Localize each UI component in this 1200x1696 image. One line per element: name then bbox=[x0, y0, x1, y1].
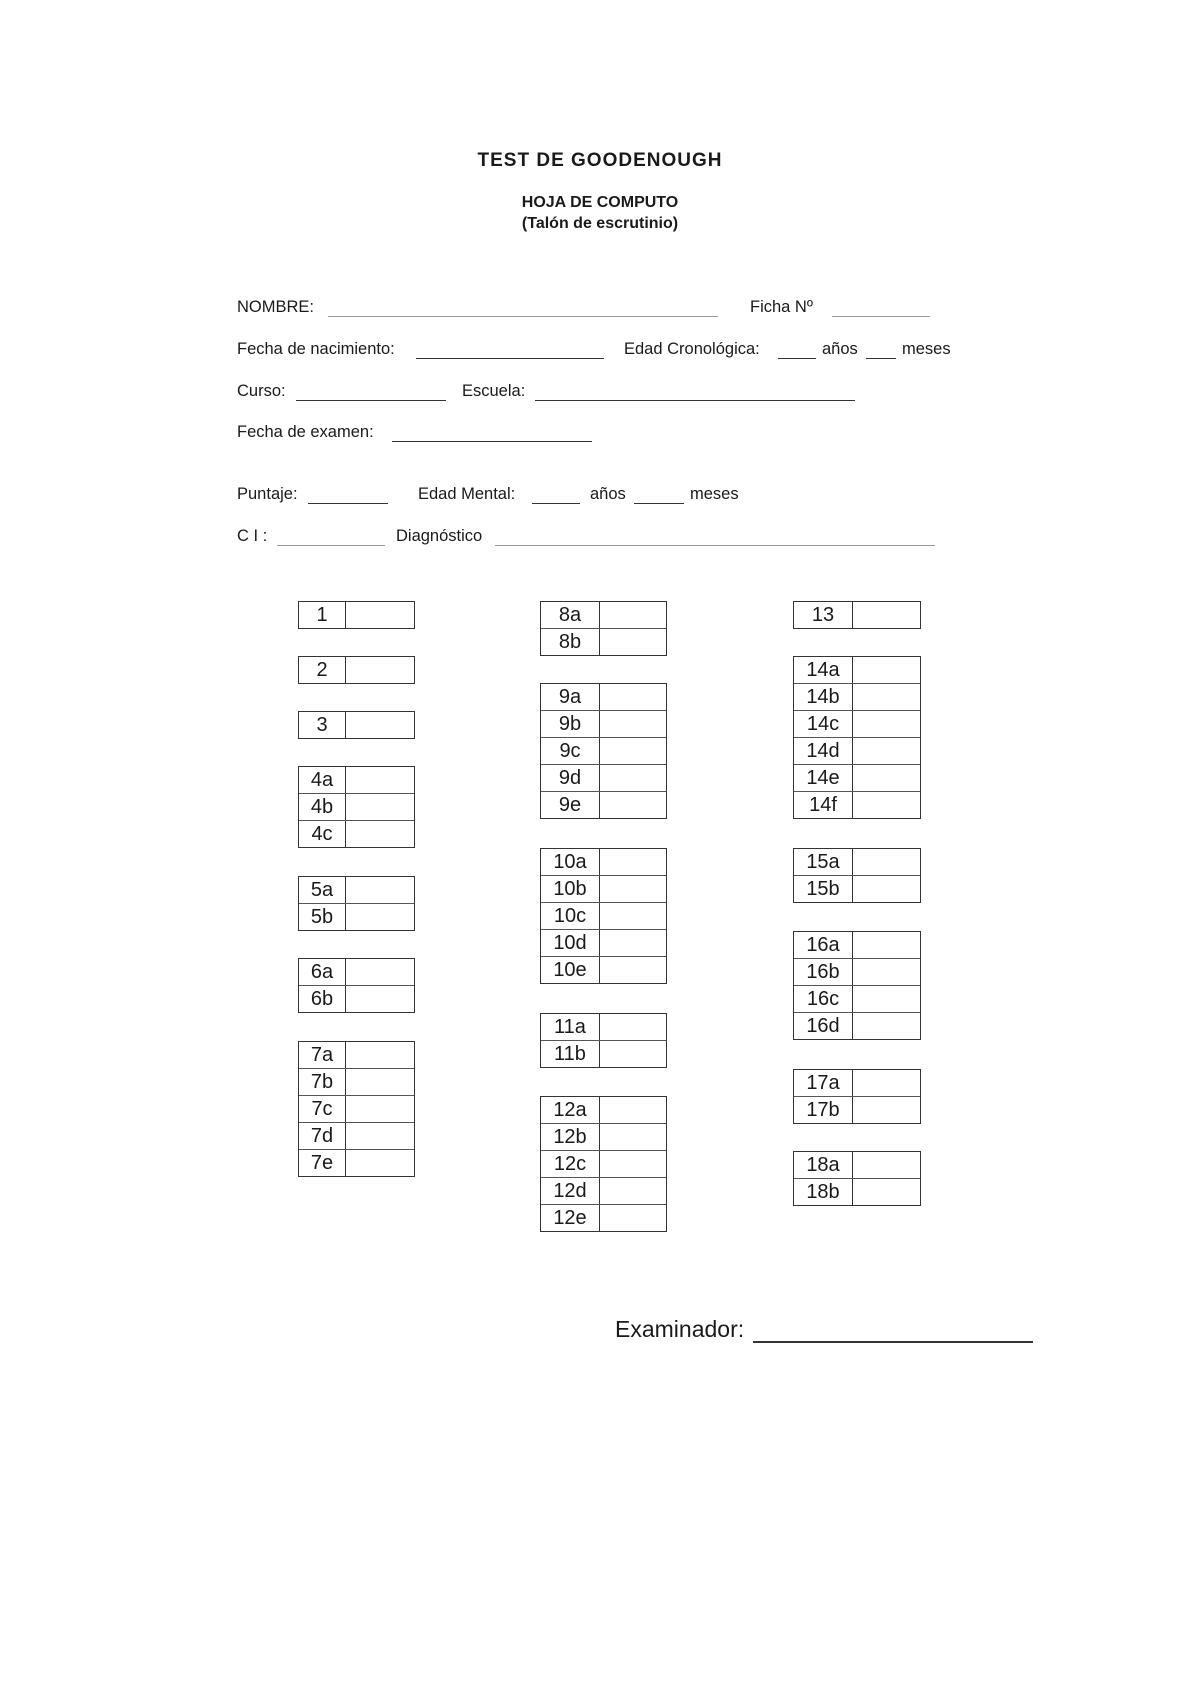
item-row bbox=[794, 849, 920, 875]
item-row bbox=[794, 958, 920, 985]
item-row bbox=[794, 932, 920, 958]
item-row bbox=[299, 767, 414, 793]
item-row bbox=[299, 959, 414, 985]
page-title: TEST DE GOODENOUGH bbox=[477, 150, 723, 171]
item-code: 4a bbox=[299, 767, 346, 793]
item-code: 6b bbox=[299, 986, 346, 1012]
item-score-cell[interactable] bbox=[853, 711, 920, 737]
item-score-cell[interactable] bbox=[600, 1097, 666, 1123]
item-row bbox=[299, 903, 414, 930]
item-code: 4b bbox=[299, 794, 346, 820]
item-code: 14d bbox=[794, 738, 853, 764]
item-code: 10e bbox=[541, 957, 600, 983]
item-code: 6a bbox=[299, 959, 346, 985]
item-row bbox=[794, 1178, 920, 1205]
item-score-cell[interactable] bbox=[853, 1097, 920, 1123]
meses-label: meses bbox=[902, 340, 951, 358]
item-score-cell[interactable] bbox=[346, 904, 414, 930]
item-group bbox=[540, 848, 667, 984]
item-code: 14b bbox=[794, 684, 853, 710]
item-row bbox=[794, 1070, 920, 1096]
item-code: 4c bbox=[299, 821, 346, 847]
item-group bbox=[298, 766, 415, 848]
item-code: 5a bbox=[299, 877, 346, 903]
item-row bbox=[541, 1014, 666, 1040]
item-row bbox=[794, 710, 920, 737]
item-score-cell[interactable] bbox=[346, 712, 414, 738]
item-score-cell[interactable] bbox=[853, 738, 920, 764]
item-row bbox=[299, 1042, 414, 1068]
item-code: 10a bbox=[541, 849, 600, 875]
ci-label: C I : bbox=[237, 527, 268, 545]
item-code: 3 bbox=[299, 712, 346, 738]
item-code: 12d bbox=[541, 1178, 600, 1204]
item-row bbox=[299, 1149, 414, 1176]
item-code: 9d bbox=[541, 765, 600, 791]
escuela-label: Escuela: bbox=[462, 382, 526, 400]
anos-label-2: años bbox=[590, 485, 626, 503]
ficha-field[interactable] bbox=[832, 316, 930, 317]
item-code: 8b bbox=[541, 629, 600, 655]
item-row bbox=[794, 1152, 920, 1178]
item-score-cell[interactable] bbox=[600, 1041, 666, 1067]
item-score-cell[interactable] bbox=[600, 629, 666, 655]
item-code: 12e bbox=[541, 1205, 600, 1231]
edad-anos-field[interactable] bbox=[778, 358, 816, 359]
item-code: 13 bbox=[794, 602, 853, 628]
item-row bbox=[794, 1096, 920, 1123]
item-code: 14f bbox=[794, 792, 853, 818]
item-row bbox=[541, 1204, 666, 1231]
item-row bbox=[299, 712, 414, 738]
item-score-cell[interactable] bbox=[600, 765, 666, 791]
diagnostico-label: Diagnóstico bbox=[396, 527, 483, 545]
item-row bbox=[794, 875, 920, 902]
curso-label: Curso: bbox=[237, 382, 286, 400]
item-row bbox=[299, 820, 414, 847]
item-score-cell[interactable] bbox=[346, 1123, 414, 1149]
examinador-field[interactable] bbox=[753, 1341, 1033, 1343]
item-group bbox=[793, 848, 921, 903]
item-group bbox=[298, 711, 415, 739]
item-code: 8a bbox=[541, 602, 600, 628]
item-code: 12c bbox=[541, 1151, 600, 1177]
item-row bbox=[299, 1122, 414, 1149]
item-code: 10c bbox=[541, 903, 600, 929]
item-code: 9e bbox=[541, 792, 600, 818]
item-group bbox=[298, 656, 415, 684]
item-row bbox=[299, 1095, 414, 1122]
item-score-cell[interactable] bbox=[853, 1070, 920, 1096]
item-score-cell[interactable] bbox=[853, 932, 920, 958]
item-score-cell[interactable] bbox=[853, 876, 920, 902]
item-group bbox=[540, 1013, 667, 1068]
edad-mental-anos-field[interactable] bbox=[532, 503, 580, 504]
item-row bbox=[541, 764, 666, 791]
item-code: 7d bbox=[299, 1123, 346, 1149]
item-score-cell[interactable] bbox=[600, 876, 666, 902]
item-code: 14a bbox=[794, 657, 853, 683]
item-score-cell[interactable] bbox=[346, 767, 414, 793]
item-score-cell[interactable] bbox=[600, 957, 666, 983]
item-row bbox=[541, 628, 666, 655]
item-group bbox=[540, 1096, 667, 1232]
item-row bbox=[299, 985, 414, 1012]
anos-label: años bbox=[822, 340, 858, 358]
item-score-cell[interactable] bbox=[346, 1042, 414, 1068]
diagnostico-field[interactable] bbox=[495, 545, 935, 546]
item-row bbox=[541, 1150, 666, 1177]
item-group bbox=[793, 1151, 921, 1206]
item-group bbox=[298, 958, 415, 1013]
item-score-cell[interactable] bbox=[853, 602, 920, 628]
fecha-examen-label: Fecha de examen: bbox=[237, 423, 374, 441]
item-code: 11b bbox=[541, 1041, 600, 1067]
item-code: 7b bbox=[299, 1069, 346, 1095]
item-code: 10d bbox=[541, 930, 600, 956]
item-score-cell[interactable] bbox=[346, 1150, 414, 1176]
item-score-cell[interactable] bbox=[600, 792, 666, 818]
item-score-cell[interactable] bbox=[600, 903, 666, 929]
item-score-cell[interactable] bbox=[346, 1096, 414, 1122]
ficha-label: Ficha Nº bbox=[750, 298, 813, 316]
item-row bbox=[541, 710, 666, 737]
fecha-nacimiento-label: Fecha de nacimiento: bbox=[237, 340, 395, 358]
item-group bbox=[298, 601, 415, 629]
item-row bbox=[299, 793, 414, 820]
item-score-cell[interactable] bbox=[600, 711, 666, 737]
item-group bbox=[793, 601, 921, 629]
item-code: 18a bbox=[794, 1152, 853, 1178]
fecha-examen-field[interactable] bbox=[392, 441, 592, 442]
item-score-cell[interactable] bbox=[600, 684, 666, 710]
item-score-cell[interactable] bbox=[346, 1069, 414, 1095]
item-score-cell[interactable] bbox=[600, 1124, 666, 1150]
item-row bbox=[794, 1012, 920, 1039]
item-code: 9b bbox=[541, 711, 600, 737]
item-code: 9c bbox=[541, 738, 600, 764]
item-row bbox=[541, 1040, 666, 1067]
fecha-nacimiento-field[interactable] bbox=[416, 358, 604, 359]
item-code: 16c bbox=[794, 986, 853, 1012]
item-row bbox=[541, 602, 666, 628]
item-row bbox=[541, 956, 666, 983]
item-score-cell[interactable] bbox=[600, 1151, 666, 1177]
item-row bbox=[541, 684, 666, 710]
item-code: 16b bbox=[794, 959, 853, 985]
item-row bbox=[541, 1177, 666, 1204]
ci-field[interactable] bbox=[277, 545, 385, 546]
item-score-cell[interactable] bbox=[853, 849, 920, 875]
item-score-cell[interactable] bbox=[853, 657, 920, 683]
item-code: 14c bbox=[794, 711, 853, 737]
item-score-cell[interactable] bbox=[600, 1178, 666, 1204]
item-score-cell[interactable] bbox=[346, 877, 414, 903]
item-code: 16a bbox=[794, 932, 853, 958]
item-row bbox=[299, 1068, 414, 1095]
item-score-cell[interactable] bbox=[346, 986, 414, 1012]
item-code: 7c bbox=[299, 1096, 346, 1122]
item-code: 2 bbox=[299, 657, 346, 683]
item-row bbox=[541, 875, 666, 902]
item-row bbox=[299, 602, 414, 628]
item-score-cell[interactable] bbox=[346, 821, 414, 847]
item-row bbox=[541, 929, 666, 956]
item-row bbox=[794, 657, 920, 683]
item-row bbox=[794, 602, 920, 628]
item-code: 17b bbox=[794, 1097, 853, 1123]
item-code: 14e bbox=[794, 765, 853, 791]
nombre-field[interactable] bbox=[328, 316, 718, 317]
item-code: 10b bbox=[541, 876, 600, 902]
item-score-cell[interactable] bbox=[600, 1205, 666, 1231]
item-score-cell[interactable] bbox=[600, 930, 666, 956]
item-row bbox=[541, 737, 666, 764]
item-code: 15b bbox=[794, 876, 853, 902]
item-row bbox=[794, 791, 920, 818]
item-group bbox=[298, 1041, 415, 1177]
item-code: 18b bbox=[794, 1179, 853, 1205]
item-group bbox=[540, 683, 667, 819]
item-code: 7e bbox=[299, 1150, 346, 1176]
item-group bbox=[793, 656, 921, 819]
nombre-label: NOMBRE: bbox=[237, 298, 315, 316]
item-score-cell[interactable] bbox=[600, 738, 666, 764]
item-row bbox=[299, 657, 414, 683]
item-score-cell[interactable] bbox=[853, 765, 920, 791]
item-group bbox=[793, 1069, 921, 1124]
item-score-cell[interactable] bbox=[600, 602, 666, 628]
item-score-cell[interactable] bbox=[600, 1014, 666, 1040]
item-row bbox=[794, 985, 920, 1012]
examinador-label: Examinador: bbox=[615, 1316, 745, 1342]
item-row bbox=[541, 902, 666, 929]
escuela-field[interactable] bbox=[535, 400, 855, 401]
item-group bbox=[793, 931, 921, 1040]
item-code: 12a bbox=[541, 1097, 600, 1123]
item-row bbox=[541, 849, 666, 875]
item-code: 9a bbox=[541, 684, 600, 710]
item-row bbox=[541, 1123, 666, 1150]
edad-cronologica-label: Edad Cronológica: bbox=[624, 340, 760, 358]
item-score-cell[interactable] bbox=[853, 1013, 920, 1039]
item-score-cell[interactable] bbox=[853, 1152, 920, 1178]
item-code: 11a bbox=[541, 1014, 600, 1040]
subtitle-note: (Talón de escrutinio) bbox=[521, 215, 679, 232]
item-row bbox=[794, 764, 920, 791]
item-score-cell[interactable] bbox=[346, 602, 414, 628]
item-score-cell[interactable] bbox=[853, 1179, 920, 1205]
item-score-cell[interactable] bbox=[853, 792, 920, 818]
item-code: 5b bbox=[299, 904, 346, 930]
item-row bbox=[299, 877, 414, 903]
item-row bbox=[541, 791, 666, 818]
item-score-cell[interactable] bbox=[853, 684, 920, 710]
item-code: 7a bbox=[299, 1042, 346, 1068]
item-code: 1 bbox=[299, 602, 346, 628]
item-score-cell[interactable] bbox=[346, 657, 414, 683]
item-score-cell[interactable] bbox=[853, 986, 920, 1012]
edad-meses-field[interactable] bbox=[866, 358, 896, 359]
edad-mental-label: Edad Mental: bbox=[418, 485, 516, 503]
item-code: 16d bbox=[794, 1013, 853, 1039]
item-code: 15a bbox=[794, 849, 853, 875]
edad-mental-meses-field[interactable] bbox=[634, 503, 684, 504]
item-score-cell[interactable] bbox=[346, 794, 414, 820]
meses-label-2: meses bbox=[690, 485, 739, 503]
item-code: 12b bbox=[541, 1124, 600, 1150]
item-score-cell[interactable] bbox=[346, 959, 414, 985]
item-score-cell[interactable] bbox=[600, 849, 666, 875]
puntaje-field[interactable] bbox=[308, 503, 388, 504]
item-group bbox=[540, 601, 667, 656]
item-code: 17a bbox=[794, 1070, 853, 1096]
puntaje-label: Puntaje: bbox=[237, 485, 298, 503]
curso-field[interactable] bbox=[296, 400, 446, 401]
subtitle: HOJA DE COMPUTO bbox=[521, 194, 679, 211]
item-row bbox=[794, 683, 920, 710]
item-row bbox=[794, 737, 920, 764]
item-row bbox=[541, 1097, 666, 1123]
item-group bbox=[298, 876, 415, 931]
item-score-cell[interactable] bbox=[853, 959, 920, 985]
